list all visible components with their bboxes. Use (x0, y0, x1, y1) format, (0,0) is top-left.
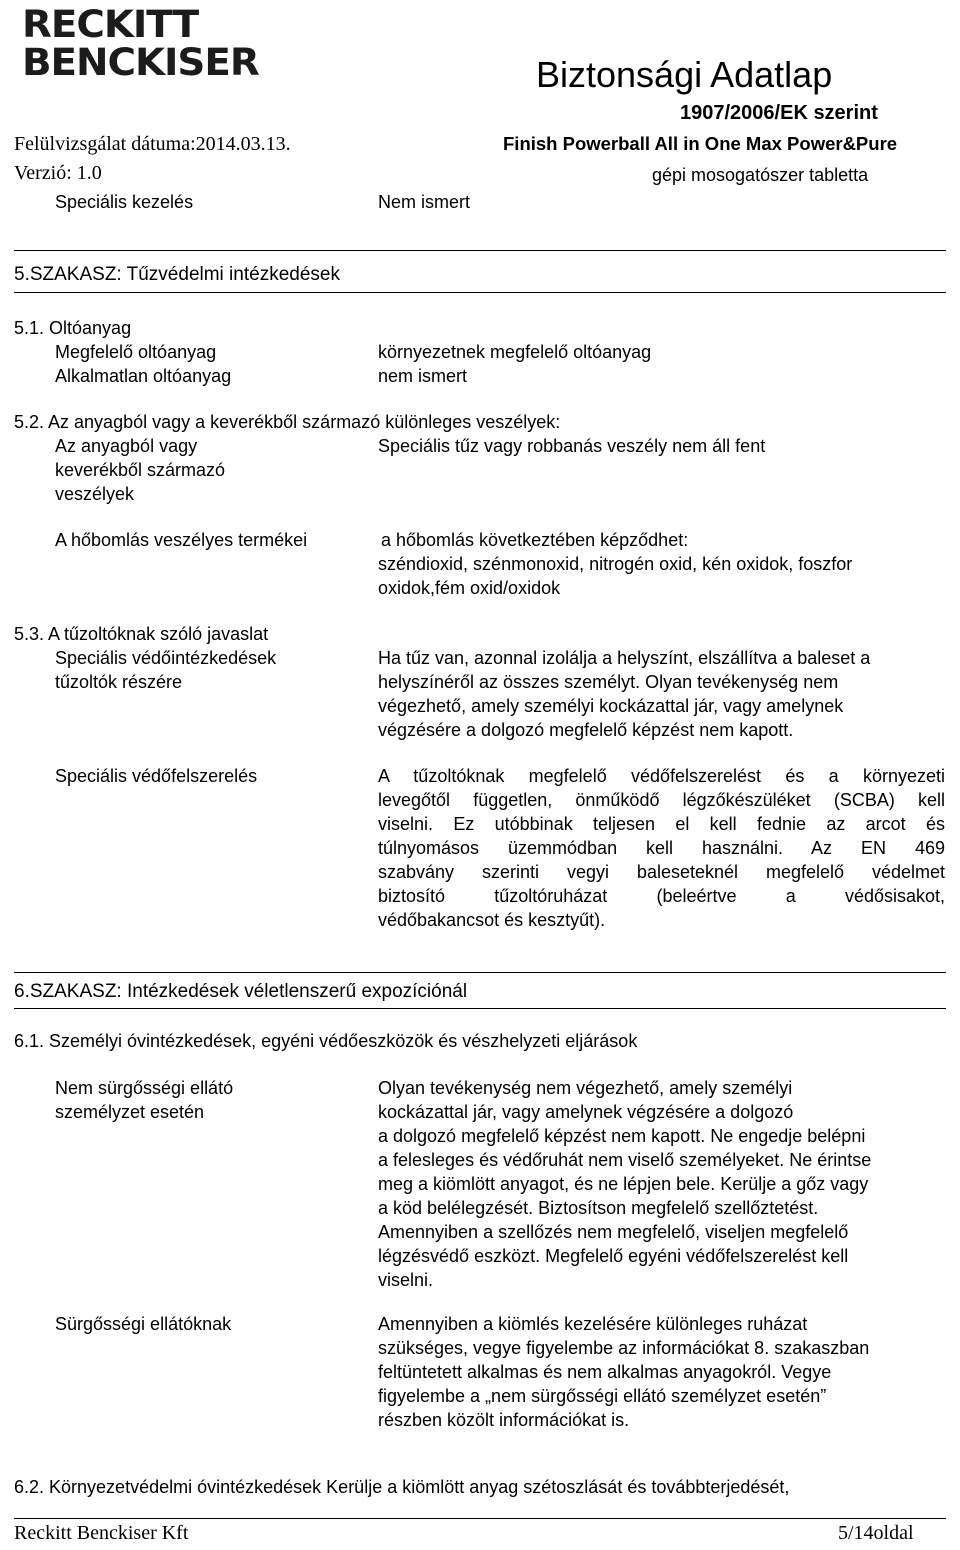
product-description: gépi mosogatószer tabletta (652, 165, 869, 185)
section-6-title: 6.SZAKASZ: Intézkedések véletlenszerű expozíciónál (14, 981, 468, 1002)
product-name: Finish Powerball All in One Max Power&Pure (503, 133, 898, 154)
subsection-5-3-heading: 5.3. A tűzoltóknak szóló javaslat (14, 624, 269, 644)
section-divider (14, 1008, 946, 1009)
subsection-5-1-heading: 5.1. Oltóanyag (14, 318, 132, 338)
document-title: Biztonsági Adatlap (536, 54, 833, 95)
section-divider (14, 250, 946, 251)
special-handling-value: Nem ismert (378, 192, 471, 212)
unsuitable-media-label: Alkalmatlan oltóanyag (55, 366, 232, 386)
specific-hazards-label: Az anyagból vagy keverékből származó veszélyek (55, 436, 226, 504)
logo-line-1: RECKITT (22, 3, 199, 46)
non-emergency-personnel-value: Olyan tevékenység nem végezhető, amely személyi kockázattal jár, vagy amelynek végzésére a dolgozó a dolgozó megfelelő képzést nem kapott. Ne engedje belépni a felesleges és védőruhát nem viselő személyeket. Ne érintse meg a kiömlött anyagot, és ne lépjen bele. Kerülje a gőz vagy a köd belélegzését. Biztosítson megfelelő szellőztetést. Amennyiben a szellőzés nem megfelelő, viseljen megfelelő légzésvédő eszközt. Megfelelő egyéni védőfelszerelést kell viselni. (378, 1078, 872, 1290)
subsection-6-1-heading: 6.1. Személyi óvintézkedések, egyéni védőeszközök és vészhelyzeti eljárások (14, 1031, 638, 1051)
emergency-responders-value: Amennyiben a kiömlés kezelésére különleges ruházat szükséges, vegye figyelembe az információkat 8. szakaszban feltüntetett alkalmas és nem alkalmas anyagokról. Vegye figyelembe a „nem sürgősségi ellátó személyzet esetén” részben közölt információkat is. (378, 1314, 870, 1430)
decomposition-products-intro: a hőbomlás következtében képződhet: (381, 530, 689, 550)
version-number: Verzió: 1.0 (14, 162, 102, 184)
logo-line-2: BENCKISER (22, 41, 259, 84)
regulation-reference: 1907/2006/EK szerint (680, 102, 878, 124)
footer-page-number: 5/14oldal (838, 1522, 914, 1544)
suitable-media-value: környezetnek megfelelő oltóanyag (378, 342, 652, 362)
specific-hazards-value: Speciális tűz vagy robbanás veszély nem áll fent (378, 436, 766, 456)
emergency-responders-label: Sürgősségi ellátóknak (55, 1314, 232, 1334)
footer-divider (14, 1518, 946, 1519)
suitable-media-label: Megfelelő oltóanyag (55, 342, 217, 362)
section-divider (14, 292, 946, 293)
subsection-6-2-text: Kerülje a kiömlött anyag szétoszlását és továbbterjedését, (321, 1477, 790, 1497)
subsection-6-2 (14, 1475, 789, 1499)
footer-company: Reckitt Benckiser Kft (14, 1522, 189, 1544)
firefighter-precautions-label: Speciális védőintézkedések tűzoltók részére (55, 648, 277, 692)
decomposition-products-label: A hőbomlás veszélyes termékei (55, 530, 308, 550)
subsection-5-2-heading: 5.2. Az anyagból vagy a keverékből származó különleges veszélyek: (14, 412, 561, 432)
section-divider (14, 972, 946, 973)
firefighter-precautions-value: Ha tűz van, azonnal izolálja a helyszínt, elszállítva a baleset a helyszínéről az összes személyt. Olyan tevékenység nem végezhető, amely személyi kockázattal jár, vagy amelynek végzésére a dolgozó megfelelő képzést nem kapott. (378, 648, 871, 740)
special-handling-label: Speciális kezelés (55, 192, 194, 212)
revision-date: Felülvizsgálat dátuma:2014.03.13. (14, 133, 291, 155)
subsection-6-2-heading: 6.2. Környezetvédelmi óvintézkedések (14, 1477, 322, 1497)
protective-equipment-label: Speciális védőfelszerelés (55, 766, 258, 786)
section-5-title: 5.SZAKASZ: Tűzvédelmi intézkedések (14, 264, 340, 285)
non-emergency-personnel-label: Nem sürgősségi ellátó személyzet esetén (55, 1078, 234, 1122)
decomposition-products-value: széndioxid, szénmonoxid, nitrogén oxid, kén oxidok, foszfor oxidok,fém oxid/oxidok (378, 554, 853, 598)
unsuitable-media-value: nem ismert (378, 366, 468, 386)
company-logo (22, 3, 259, 86)
protective-equipment-value: A tűzoltóknak megfelelő védőfelszerelést és a környezeti levegőtől független, önműködő légzőkészüléket (SCBA) kell viselni. Ez utóbbinak teljesen el kell fednie az arcot és túlnyomásos üzemmódban kell használni. Az EN 469 szabvány szerinti vegyi baleseteknél megfelelő védelmet biztosító tűzoltóruházat (beleértve a védősisakot, védőbakancsot és kesztyűt). (378, 766, 945, 930)
